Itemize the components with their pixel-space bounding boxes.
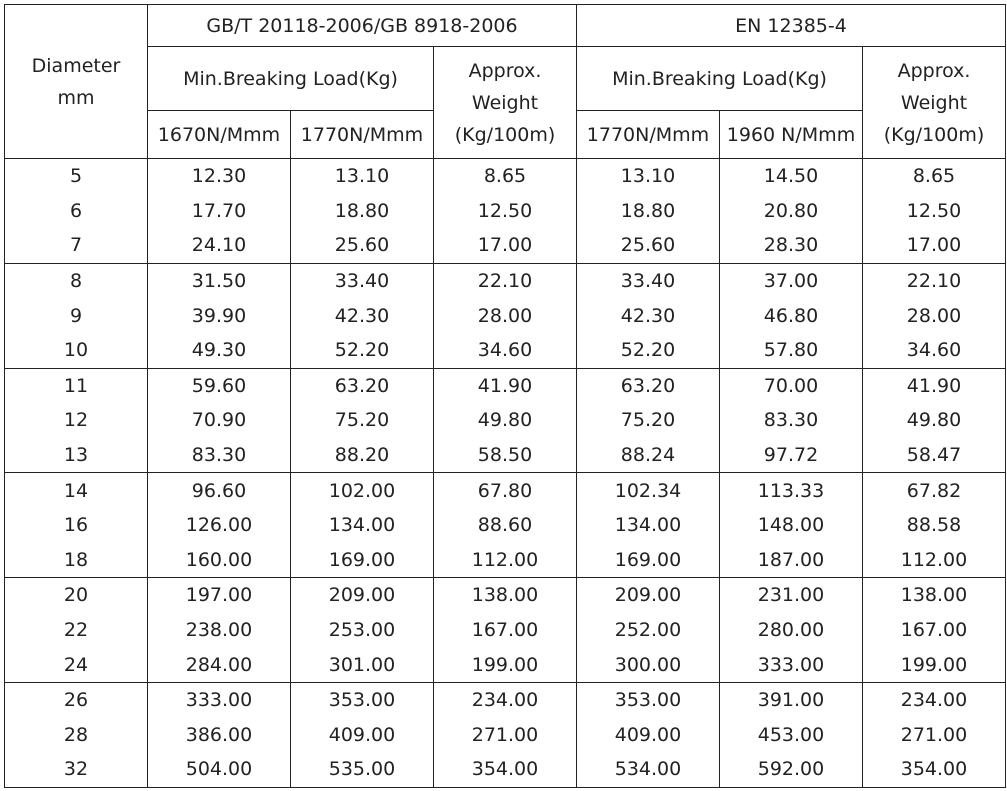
en-weight-cell: 199.00 — [863, 647, 1006, 682]
diameter-cell: 16 — [5, 508, 148, 543]
table-row — [5, 438, 1006, 473]
gb-load-1670-cell: 83.30 — [148, 438, 291, 473]
gb-load-1670-cell: 333.00 — [148, 682, 291, 717]
gb-load-1770-cell: 134.00 — [291, 508, 434, 543]
gb-load-1670-cell: 24.10 — [148, 228, 291, 263]
table-row — [5, 298, 1006, 333]
gb-load-1670-cell: 284.00 — [148, 647, 291, 682]
gb-load-1770-cell: 63.20 — [291, 368, 434, 403]
diameter-cell: 12 — [5, 403, 148, 438]
en-load-1770-cell: 88.24 — [577, 438, 720, 473]
diameter-cell: 9 — [5, 298, 148, 333]
en-load-1770-cell: 169.00 — [577, 543, 720, 578]
diameter-cell: 20 — [5, 578, 148, 613]
en-weight-cell: 112.00 — [863, 543, 1006, 578]
en-load-1960-cell: 70.00 — [720, 368, 863, 403]
gb-load-1770-cell: 42.30 — [291, 298, 434, 333]
table-row — [5, 718, 1006, 753]
en-load-1770-cell: 252.00 — [577, 613, 720, 648]
table-row — [5, 682, 1006, 717]
en-weight-cell: 17.00 — [863, 228, 1006, 263]
diameter-cell: 24 — [5, 647, 148, 682]
gb-weight-cell: 28.00 — [434, 298, 577, 333]
en-weight-cell: 88.58 — [863, 508, 1006, 543]
gb-weight-cell: 199.00 — [434, 647, 577, 682]
gb-weight-cell: 41.90 — [434, 368, 577, 403]
en-load-1770-cell: 25.60 — [577, 228, 720, 263]
gb-min-breaking-load-header: Min.Breaking Load(Kg) — [148, 47, 434, 111]
gb-weight-cell: 138.00 — [434, 578, 577, 613]
gb-weight-cell: 49.80 — [434, 403, 577, 438]
en-min-breaking-load-header: Min.Breaking Load(Kg) — [577, 47, 863, 111]
en-load-1960-cell: 280.00 — [720, 613, 863, 648]
gb-load-1770-cell: 353.00 — [291, 682, 434, 717]
diameter-cell: 5 — [5, 159, 148, 194]
en-weight-cell: 8.65 — [863, 159, 1006, 194]
en-load-1770-cell: 534.00 — [577, 752, 720, 787]
diameter-cell: 10 — [5, 333, 148, 368]
en-load-1770-cell: 63.20 — [577, 368, 720, 403]
gb-load-1770-cell: 88.20 — [291, 438, 434, 473]
gb-grade-1770-header: 1770N/Mmm — [291, 111, 434, 159]
gb-load-1670-cell: 70.90 — [148, 403, 291, 438]
diameter-cell: 28 — [5, 718, 148, 753]
gb-load-1670-cell: 504.00 — [148, 752, 291, 787]
gb-load-1670-cell: 12.30 — [148, 159, 291, 194]
diameter-cell: 7 — [5, 228, 148, 263]
en-load-1960-cell: 333.00 — [720, 647, 863, 682]
en-load-1960-cell: 37.00 — [720, 263, 863, 298]
table-row — [5, 263, 1006, 298]
gb-load-1770-cell: 209.00 — [291, 578, 434, 613]
gb-load-1670-cell: 197.00 — [148, 578, 291, 613]
en-load-1770-cell: 75.20 — [577, 403, 720, 438]
en-weight-cell: 12.50 — [863, 194, 1006, 229]
en-load-1770-cell: 209.00 — [577, 578, 720, 613]
gb-load-1670-cell: 96.60 — [148, 473, 291, 508]
gb-weight-cell: 67.80 — [434, 473, 577, 508]
en-load-1960-cell: 57.80 — [720, 333, 863, 368]
table-row — [5, 508, 1006, 543]
en-load-1960-cell: 28.30 — [720, 228, 863, 263]
en-load-1960-cell: 46.80 — [720, 298, 863, 333]
table-row — [5, 613, 1006, 648]
diameter-cell: 14 — [5, 473, 148, 508]
gb-load-1670-cell: 59.60 — [148, 368, 291, 403]
gb-load-1770-cell: 75.20 — [291, 403, 434, 438]
en-approx-weight-header: Approx. Weight (Kg/100m) — [863, 47, 1006, 159]
gb-load-1670-cell: 31.50 — [148, 263, 291, 298]
en-weight-cell: 234.00 — [863, 682, 1006, 717]
en-load-1960-cell: 592.00 — [720, 752, 863, 787]
en-weight-cell: 138.00 — [863, 578, 1006, 613]
gb-load-1670-cell: 160.00 — [148, 543, 291, 578]
diameter-header: Diameter mm — [5, 5, 148, 159]
en-weight-cell: 49.80 — [863, 403, 1006, 438]
en-load-1770-cell: 42.30 — [577, 298, 720, 333]
gb-load-1770-cell: 253.00 — [291, 613, 434, 648]
gb-load-1670-cell: 39.90 — [148, 298, 291, 333]
en-load-1770-cell: 102.34 — [577, 473, 720, 508]
table-row — [5, 159, 1006, 194]
diameter-cell: 11 — [5, 368, 148, 403]
en-load-1770-cell: 353.00 — [577, 682, 720, 717]
table-row — [5, 578, 1006, 613]
en-load-1770-cell: 134.00 — [577, 508, 720, 543]
table-row — [5, 368, 1006, 403]
gb-load-1670-cell: 238.00 — [148, 613, 291, 648]
en-weight-cell: 271.00 — [863, 718, 1006, 753]
gb-weight-cell: 112.00 — [434, 543, 577, 578]
diameter-cell: 26 — [5, 682, 148, 717]
en-load-1960-cell: 97.72 — [720, 438, 863, 473]
gb-load-1770-cell: 169.00 — [291, 543, 434, 578]
diameter-cell: 22 — [5, 613, 148, 648]
en-grade-1960-header: 1960 N/Mmm — [720, 111, 863, 159]
en-load-1960-cell: 113.33 — [720, 473, 863, 508]
table-row — [5, 543, 1006, 578]
diameter-cell: 8 — [5, 263, 148, 298]
diameter-cell: 18 — [5, 543, 148, 578]
gb-load-1670-cell: 386.00 — [148, 718, 291, 753]
en-load-1960-cell: 187.00 — [720, 543, 863, 578]
gb-weight-cell: 271.00 — [434, 718, 577, 753]
table-row — [5, 647, 1006, 682]
en-load-1770-cell: 52.20 — [577, 333, 720, 368]
gb-weight-cell: 354.00 — [434, 752, 577, 787]
en-load-1770-cell: 300.00 — [577, 647, 720, 682]
en-weight-cell: 167.00 — [863, 613, 1006, 648]
en-load-1960-cell: 231.00 — [720, 578, 863, 613]
gb-standard-header: GB/T 20118-2006/GB 8918-2006 — [148, 5, 577, 47]
table-row — [5, 333, 1006, 368]
gb-approx-weight-header: Approx. Weight (Kg/100m) — [434, 47, 577, 159]
gb-weight-cell: 234.00 — [434, 682, 577, 717]
en-load-1770-cell: 18.80 — [577, 194, 720, 229]
table-row — [5, 228, 1006, 263]
diameter-cell: 6 — [5, 194, 148, 229]
gb-weight-cell: 17.00 — [434, 228, 577, 263]
table-row — [5, 194, 1006, 229]
gb-load-1770-cell: 18.80 — [291, 194, 434, 229]
en-load-1960-cell: 20.80 — [720, 194, 863, 229]
en-load-1960-cell: 14.50 — [720, 159, 863, 194]
en-standard-header: EN 12385-4 — [577, 5, 1006, 47]
diameter-cell: 32 — [5, 752, 148, 787]
en-load-1960-cell: 83.30 — [720, 403, 863, 438]
gb-load-1770-cell: 102.00 — [291, 473, 434, 508]
gb-weight-cell: 58.50 — [434, 438, 577, 473]
gb-weight-cell: 12.50 — [434, 194, 577, 229]
en-load-1960-cell: 148.00 — [720, 508, 863, 543]
gb-weight-cell: 22.10 — [434, 263, 577, 298]
en-weight-cell: 354.00 — [863, 752, 1006, 787]
gb-weight-cell: 167.00 — [434, 613, 577, 648]
diameter-cell: 13 — [5, 438, 148, 473]
gb-load-1670-cell: 17.70 — [148, 194, 291, 229]
gb-load-1670-cell: 49.30 — [148, 333, 291, 368]
gb-load-1770-cell: 52.20 — [291, 333, 434, 368]
gb-load-1770-cell: 535.00 — [291, 752, 434, 787]
gb-load-1770-cell: 409.00 — [291, 718, 434, 753]
en-load-1770-cell: 33.40 — [577, 263, 720, 298]
gb-load-1670-cell: 126.00 — [148, 508, 291, 543]
table-row — [5, 752, 1006, 787]
gb-load-1770-cell: 13.10 — [291, 159, 434, 194]
en-weight-cell: 22.10 — [863, 263, 1006, 298]
gb-load-1770-cell: 25.60 — [291, 228, 434, 263]
wire-rope-spec-table — [4, 4, 1006, 788]
table-row — [5, 403, 1006, 438]
en-load-1960-cell: 453.00 — [720, 718, 863, 753]
table-body — [5, 159, 1006, 788]
gb-grade-1670-header: 1670N/Mmm — [148, 111, 291, 159]
en-load-1960-cell: 391.00 — [720, 682, 863, 717]
en-weight-cell: 67.82 — [863, 473, 1006, 508]
gb-weight-cell: 88.60 — [434, 508, 577, 543]
gb-load-1770-cell: 301.00 — [291, 647, 434, 682]
en-weight-cell: 34.60 — [863, 333, 1006, 368]
en-load-1770-cell: 13.10 — [577, 159, 720, 194]
en-weight-cell: 28.00 — [863, 298, 1006, 333]
gb-weight-cell: 8.65 — [434, 159, 577, 194]
en-weight-cell: 41.90 — [863, 368, 1006, 403]
table-row — [5, 473, 1006, 508]
en-grade-1770-header: 1770N/Mmm — [577, 111, 720, 159]
en-load-1770-cell: 409.00 — [577, 718, 720, 753]
gb-weight-cell: 34.60 — [434, 333, 577, 368]
en-weight-cell: 58.47 — [863, 438, 1006, 473]
gb-load-1770-cell: 33.40 — [291, 263, 434, 298]
